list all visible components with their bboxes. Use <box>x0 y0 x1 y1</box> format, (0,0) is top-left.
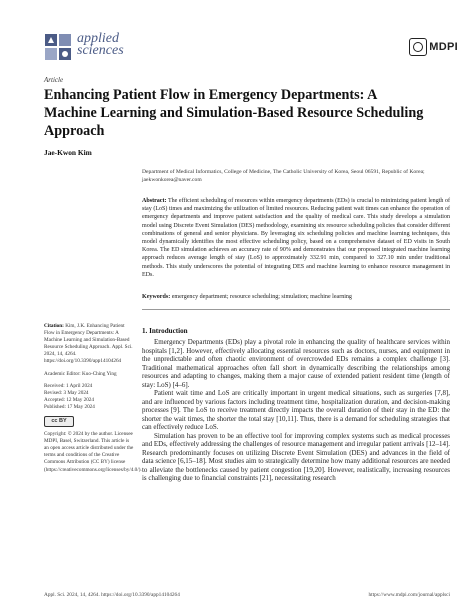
citation-block <box>44 323 134 366</box>
abstract <box>142 197 450 279</box>
page-footer <box>44 592 450 598</box>
dates-block <box>44 383 134 411</box>
academic-editor: Academic Editor: Kuo-Ching Ying <box>44 370 117 377</box>
date-accepted: Accepted: 12 May 2024 <box>44 396 94 403</box>
body-paragraph: Emergency Departments (EDs) play a pivotal role in enhancing the quality of healthcare services within hospitals [1,2]. However, effectively allocating essential resources such as doctors, nurses, and equipment in the unpredictable and often chaotic environment of overcrowded EDs remains a complex challenge [3]. Traditional mathematical approaches often fall short in dynamically describing the relationships among resources and adapting to changes, making them a major cause of extended patient resident time (length of stay: LoS) [4–6]. <box>142 338 450 389</box>
footer-journal-url[interactable]: https://www.mdpi.com/journal/applsci <box>368 592 450 598</box>
journal-name <box>77 33 124 57</box>
citation-text[interactable]: Kim, J.K. Enhancing Patient Flow in Emergency Departments: A Machine Learning and Simulation-Based Resource Scheduling Approach. Appl. Sci. 2024, 14, 4264. https://doi.org/10.3390/app14104264 <box>44 323 133 365</box>
body-paragraph: Patient wait time and LoS are critically important in urgent medical situations, such as surgeries [7,8], and are influenced by various factors including treatment time, hospitalization duration, and decision-making processes [9]. The LoS to receive treatment directly impacts the overall duration of their stay in the ED: the shorter the wait times, the shorter the total stay [10,11]. Thus, there is a demand for scheduling strategies that can effectively reduce LoS. <box>142 389 450 431</box>
author-name: Jae-Kwon Kim <box>44 148 92 157</box>
keywords <box>142 293 450 301</box>
date-published: Published: 17 May 2024 <box>44 403 95 410</box>
journal-name-line2: sciences <box>77 43 124 58</box>
journal-name-line1: applied <box>77 31 119 46</box>
body-paragraph: Simulation has proven to be an effective tool for improving complex systems such as medical processes and EDs, effectively addressing the challenges of resource management and irregular patient arrivals [12–14]. Research predominantly focuses on utilizing Discrete Event Simulation (DES) and advances in the field of data science [6,15–18]. Most studies aim to strategically determine how many additional resources are needed to alleviate the bottlenecks caused by patient congestion [19,20]. However, realistically, increasing resources is challenging due to financial constraints [21], necessitating research <box>142 431 450 482</box>
section-heading: 1. Introduction <box>142 327 188 335</box>
article-title: Enhancing Patient Flow in Emergency Departments: A Machine Learning and Simulation-Based Resource Scheduling Approach <box>44 87 424 139</box>
footer-citation[interactable]: Appl. Sci. 2024, 14, 4264. https://doi.org/10.3390/app14104264 <box>44 592 180 598</box>
date-revised: Revised: 3 May 2024 <box>44 389 89 396</box>
cc-license-badge[interactable]: cc BY <box>44 416 74 427</box>
article-sidebar <box>44 323 142 479</box>
body-text <box>142 338 450 483</box>
article-type: Article <box>44 76 64 84</box>
journal-header <box>27 31 458 68</box>
keywords-text: emergency department; resource scheduling; simulation; machine learning <box>171 294 352 300</box>
publisher-logo <box>409 38 458 56</box>
abstract-text: The efficient scheduling of resources within emergency departments (EDs) is crucial to minimizing patient length of stay (LoS) times and maximizing the utilization of limited resources. Reducing patient wait times can enhance the operation of emergency departments and improve patient satisfaction and the quality of medical care. This study develops a simulation model using Discrete Event Simulation (DES) methodology, examining six resource scheduling policies that consider different combinations of general and senior physicians. By leveraging six scheduling policies and machine learning techniques, this model dynamically identifies the most effective scheduling policy, based on a comprehensive dataset of ED visits in South Korea. The ED simulation achieves an accuracy rate of 90% and demonstrates that our proposed integrated machine learning approach reduces average length of stay (LoS) to approximately 332.91 min, compared to 327.10 min under traditional methods. This study underscores the potential of integrating DES and machine learning to enhance resource management in EDs. <box>142 198 451 278</box>
affiliation: Department of Medical Informatics, College of Medicine, The Catholic University of Korea, Seoul 06591, Republic of Korea; jaekwonkorea@naver.com <box>142 169 425 183</box>
date-received: Received: 1 April 2024 <box>44 382 93 389</box>
mdpi-icon <box>409 38 427 56</box>
abstract-label: Abstract: <box>142 198 167 204</box>
publisher-name: MDPI <box>429 41 458 53</box>
citation-label: Citation: <box>44 323 64 329</box>
copyright-text: Copyright: © 2024 by the author. Licensee MDPI, Basel, Switzerland. This article is an open access article distributed under the terms and conditions of the Creative Commons Attribution (CC BY) license (https://creativecommons.org/licenses/by/4.0/). <box>44 431 142 473</box>
journal-logo-icon <box>45 34 71 60</box>
divider <box>142 309 450 310</box>
keywords-label: Keywords: <box>142 294 171 300</box>
